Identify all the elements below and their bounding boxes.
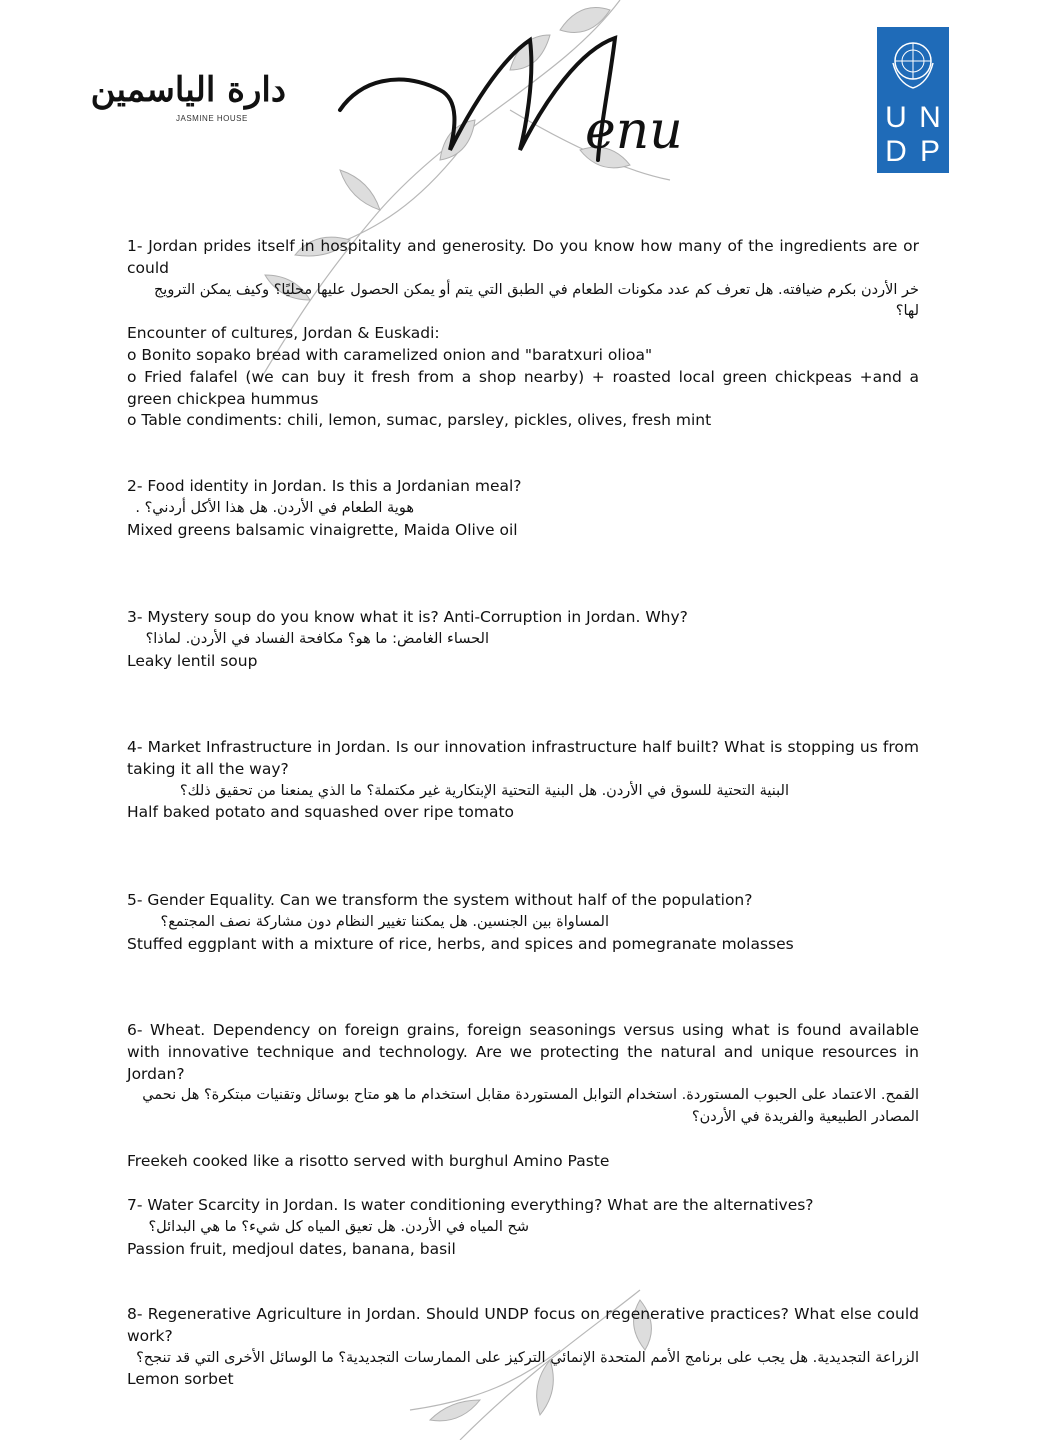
menu-item-5: [127, 890, 919, 955]
dish-line: Lemon sorbet: [127, 1370, 234, 1389]
logo-english-text: JASMINE HOUSE: [176, 114, 248, 123]
dish-line: Stuffed eggplant with a mixture of rice, herbs, and spices and pomegranate molasses: [127, 934, 794, 953]
dish-line: Passion fruit, medjoul dates, banana, basil: [127, 1239, 456, 1258]
dish-line: Half baked potato and squashed over ripe tomato: [127, 803, 515, 822]
undp-letter-p: P: [919, 135, 940, 168]
un-emblem-icon: [883, 33, 943, 93]
menu-title-text: enu: [585, 101, 683, 161]
question-en: 5- Gender Equality. Can we transform the system without half of the population?: [127, 891, 753, 909]
menu-item-3: [127, 607, 919, 672]
undp-letter-u: U: [885, 101, 907, 134]
dish-line: Leaky lentil soup: [127, 651, 258, 670]
undp-letter-d: D: [885, 135, 907, 168]
dish-line: o Fried falafel (we can buy it fresh from a shop nearby) + roasted local green chickpeas +and a green chickpea hummus: [127, 367, 919, 408]
undp-logo: [877, 27, 949, 173]
question-en: 8- Regenerative Agriculture in Jordan. Should UNDP focus on regenerative practices? What else could work?: [127, 1305, 919, 1345]
dish-line: o Bonito sopako bread with caramelized onion and "baratxuri olioa": [127, 345, 653, 364]
question-ar: هوية الطعام في الأردن. هل هذا الأكل أردني؟ .: [135, 499, 414, 516]
question-en: 7- Water Scarcity in Jordan. Is water conditioning everything? What are the alternatives?: [127, 1196, 814, 1214]
logo-arabic-text: دارة الياسمين: [90, 70, 286, 110]
dish-line: o Table condiments: chili, lemon, sumac, parsley, pickles, olives, fresh mint: [127, 411, 712, 430]
question-ar: البنية التحتية للسوق في الأردن. هل البنية التحتية الإبتكارية غير مكتملة؟ ما الذي يمنعنا من تحقيق ذلك؟: [179, 782, 789, 799]
dish-line: Mixed greens balsamic vinaigrette, Maida Olive oil: [127, 520, 518, 539]
question-en: 3- Mystery soup do you know what it is? Anti-Corruption in Jordan. Why?: [127, 608, 688, 626]
question-en: 6- Wheat. Dependency on foreign grains, foreign seasonings versus using what is found available with innovative technique and technology. Are we protecting the natural and unique resources in Jordan?: [127, 1021, 919, 1083]
question-en: 1- Jordan prides itself in hospitality and generosity. Do you know how many of the ingredients are or could: [127, 237, 919, 277]
question-ar: شح المياه في الأردن. هل تعيق المياه كل شيء؟ ما هي البدائل؟: [148, 1218, 529, 1235]
page-header: [0, 0, 1052, 200]
dish-line: Freekeh cooked like a risotto served with burghul Amino Paste: [127, 1151, 610, 1170]
menu-item-1: [127, 236, 919, 432]
question-ar: الحساء الغامض: ما هو؟ مكافحة الفساد في الأردن. لماذا؟: [145, 630, 489, 647]
question-ar: المساواة بين الجنسين. هل يمكننا تغيير النظام دون مشاركة نصف المجتمع؟: [160, 913, 609, 930]
menu-item-8: [127, 1304, 919, 1391]
question-en: 2- Food identity in Jordan. Is this a Jordanian meal?: [127, 477, 522, 495]
menu-item-7: [127, 1195, 919, 1260]
jasmine-house-logo: [86, 70, 286, 130]
undp-letter-n: N: [919, 101, 941, 134]
menu-item-4: [127, 737, 919, 824]
question-ar: الزراعة التجديدية. هل يجب على برنامج الأمم المتحدة الإنمائي التركيز على الممارسات التجديدية؟ ما الوسائل الأخرى التي قد تنجح؟: [136, 1349, 919, 1366]
menu-item-6: [127, 1020, 919, 1173]
question-ar: خر الأردن بكرم ضيافته. هل تعرف كم عدد مكونات الطعام في الطبق التي يتم أو يمكن الحصول عليها محليًا؟ وكيف يمكن الترويج لها؟: [153, 281, 919, 320]
question-en: 4- Market Infrastructure in Jordan. Is our innovation infrastructure half built? What is stopping us from taking it all the way?: [127, 738, 919, 778]
menu-title: [330, 20, 710, 180]
dish-line: Encounter of cultures, Jordan & Euskadi:: [127, 324, 440, 343]
question-ar: القمح. الاعتماد على الحبوب المستوردة. استخدام التوابل المستوردة مقابل استخدام ما هو متاح بوسائل وتقنيات مبتكرة؟ هل نحمي المصادر الطبيعية والفريدة في الأردن؟: [142, 1087, 919, 1126]
menu-item-2: [127, 476, 919, 541]
